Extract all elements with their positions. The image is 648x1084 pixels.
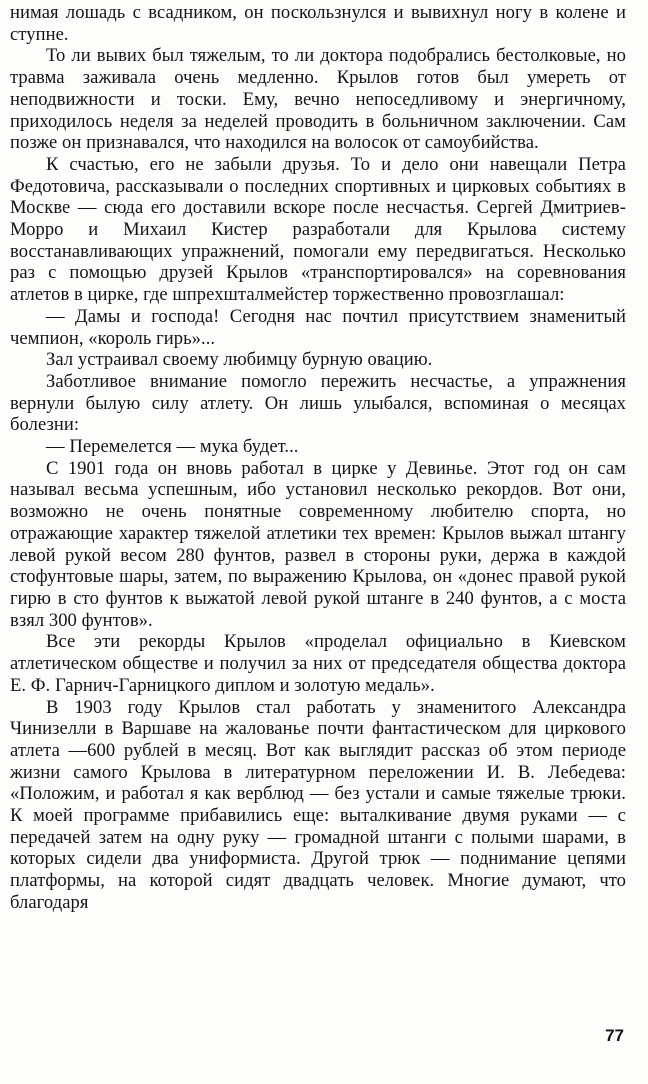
- paragraph-8: С 1901 года он вновь работал в цирке у Девинье. Этот год он сам называл весьма успешным, ибо установил несколько рекордов. Вот они, возможно не очень понятные современному любителю спорта, но отражающие характер тяжелой атлетики тех времен: Крылов выжал штангу левой рукой весом 280 фунтов, развел в стороны руки, держа в каждой стофунтовые шары, затем, по выражению Крылова, он «донес правой рукой гирю в сто фунтов к выжатой левой рукой штанге в 240 фунтов, а с моста взял 300 фунтов».: [10, 457, 626, 631]
- paragraph-4: — Дамы и господа! Сегодня нас почтил присутствием знаменитый чемпион, «король гирь»...: [10, 305, 626, 349]
- paragraph-1: нимая лошадь с всадником, он поскользнулся и вывихнул ногу в колене и ступне.: [10, 2, 626, 45]
- paragraph-9: Все эти рекорды Крылов «проделал официально в Киевском атлетическом обществе и получил за них от председателя общества доктора Е. Ф. Гарнич-Гарницкого диплом и золотую медаль».: [10, 631, 626, 696]
- paragraph-2: То ли вывих был тяжелым, то ли доктора подобрались бестолковые, но травма заживала очень медленно. Крылов готов был умереть от неподвижности и тоски. Ему, вечно непоседливому и энергичному, приходилось неделя за неделей проводить в больничном заключении. Сам позже он признавался, что находился на волосок от самоубийства.: [10, 45, 626, 154]
- paragraph-10: В 1903 году Крылов стал работать у знаменитого Александра Чинизелли в Варшаве на жалованье почти фантастическом для циркового атлета —600 рублей в месяц. Вот как выглядит рассказ об этом периоде жизни самого Крылова в литературном переложении И. В. Лебедева: «Положим, и работал я как верблюд — без устали и самые тяжелые трюки. К моей программе прибавились еще: выталкивание двумя руками — с передачей затем на одну руку — громадной штанги с полыми шарами, в которых сидели два униформиста. Другой трюк — поднимание цепями платформы, на которой сидят двадцать человек. Многие думают, что благодаря: [10, 696, 626, 913]
- body-text: [10, 2, 626, 914]
- paragraph-5: Зал устраивал своему любимцу бурную овацию.: [46, 349, 433, 371]
- page-number: 77: [605, 1026, 624, 1045]
- paragraph-7: — Перемелется — мука будет...: [46, 436, 299, 458]
- paragraph-3: К счастью, его не забыли друзья. То и дело они навещали Петра Федотовича, рассказывали о последних спортивных и цирковых событиях в Москве — сюда его доставили вскоре после несчастья. Сергей Дмитриев-Морро и Михаил Кистер разработали для Крылова систему восстанавливающих упражнений, помогали ему передвигаться. Несколько раз с помощью друзей Крылов «транспортировался» на соревнования атлетов в цирке, где шпрехшталмейстер торжественно провозглашал:: [10, 153, 626, 306]
- paragraph-6: Заботливое внимание помогло пережить несчастье, а упражнения вернули былую силу атлету. Он лишь улыбался, вспоминая о месяцах болезни:: [10, 370, 626, 436]
